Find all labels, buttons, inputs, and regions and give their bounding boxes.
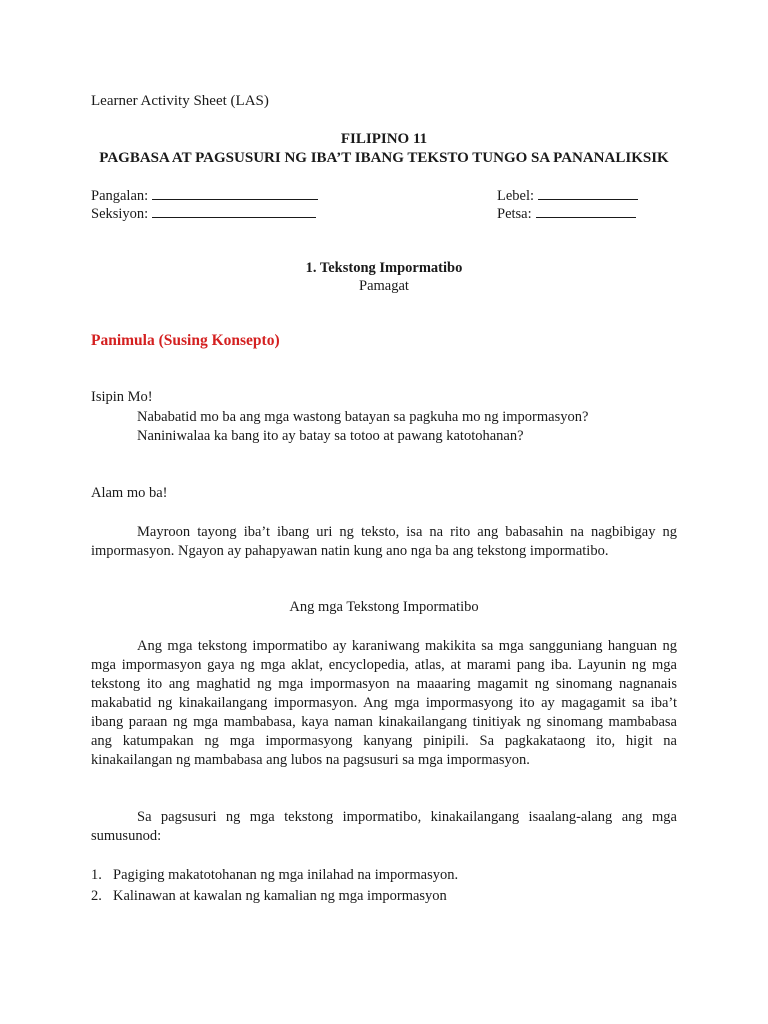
list-item-number: 2. — [91, 887, 102, 904]
level-blank[interactable] — [538, 187, 638, 200]
alam-label: Alam mo ba! — [91, 485, 168, 501]
course-title: PAGBASA AT PAGSUSURI NG IBA’T IBANG TEKSTO TUNGO SA PANANALIKSIK — [99, 150, 669, 166]
isipin-question-2: Naniniwalaa ka bang ito ay batay sa totoo at pawang katotohanan? — [137, 428, 524, 444]
date-blank[interactable] — [536, 205, 636, 218]
isipin-label: Isipin Mo! — [91, 389, 153, 405]
date-label: Petsa: — [497, 206, 532, 222]
list-item — [91, 886, 458, 907]
section-paragraph-2: Sa pagsusuri ng mga tekstong impormatibo, kinakailangang isaalang-alang ang mga sumusunod: — [91, 809, 677, 844]
lesson-subheading: Pamagat — [359, 278, 409, 294]
section-field[interactable] — [91, 205, 316, 223]
section-blank[interactable] — [152, 205, 316, 218]
list-item-number: 1. — [91, 867, 102, 883]
date-field[interactable] — [497, 205, 636, 223]
name-label: Pangalan: — [91, 188, 149, 204]
section-label: Seksiyon: — [91, 206, 149, 222]
level-label: Lebel: — [497, 188, 535, 204]
subject-title: FILIPINO 11 — [340, 131, 428, 147]
list-item-text: Kalinawan at kawalan ng kamalian ng mga impormasyon — [113, 887, 447, 904]
section-heading: Ang mga Tekstong Impormatibo — [289, 599, 479, 615]
intro-heading: Panimula (Susing Konsepto) — [91, 332, 280, 349]
document-type: Learner Activity Sheet (LAS) — [91, 93, 269, 109]
name-field[interactable] — [91, 187, 318, 205]
criteria-list — [91, 865, 458, 906]
list-item-text: Pagiging makatotohanan ng mga inilahad na impormasyon. — [113, 867, 459, 883]
alam-paragraph: Mayroon tayong iba’t ibang uri ng teksto, isa na rito ang babasahin na nagbibigay ng impormasyon. Ngayon ay pahapyawan natin kung ano nga ba ang tekstong impormatibo. — [91, 524, 677, 559]
isipin-question-1: Nababatid mo ba ang mga wastong batayan sa pagkuha mo ng impormasyon? — [137, 409, 589, 425]
list-item — [91, 865, 458, 886]
section-paragraph-1: Ang mga tekstong impormatibo ay karaniwang makikita sa mga sangguniang hanguan ng mga impormasyon gaya ng mga aklat, encyclopedia, atlas, at marami pang iba. Layunin ng mga tekstong ito ang maghatid ng mga impormasyon na maaaring magamit ng sinomang nagnanais makabatid ng kinakailangang impormasyon. Ang mga impormasyong ito ay magagamit sa iba’t ibang paraan ng mga mambabasa, kaya naman kinakailangang tinitiyak ng sinomang mambabasa ang katumpakan ng mga impormasyong kanyang pinipili. Sa pagkakataong ito, higit na kinakailangan ng mambabasa ang lubos na pagsusuri sa mga impormasyon. — [91, 638, 677, 768]
name-blank[interactable] — [152, 187, 318, 200]
lesson-heading: 1. Tekstong Impormatibo — [305, 260, 463, 276]
level-field[interactable] — [497, 187, 638, 205]
